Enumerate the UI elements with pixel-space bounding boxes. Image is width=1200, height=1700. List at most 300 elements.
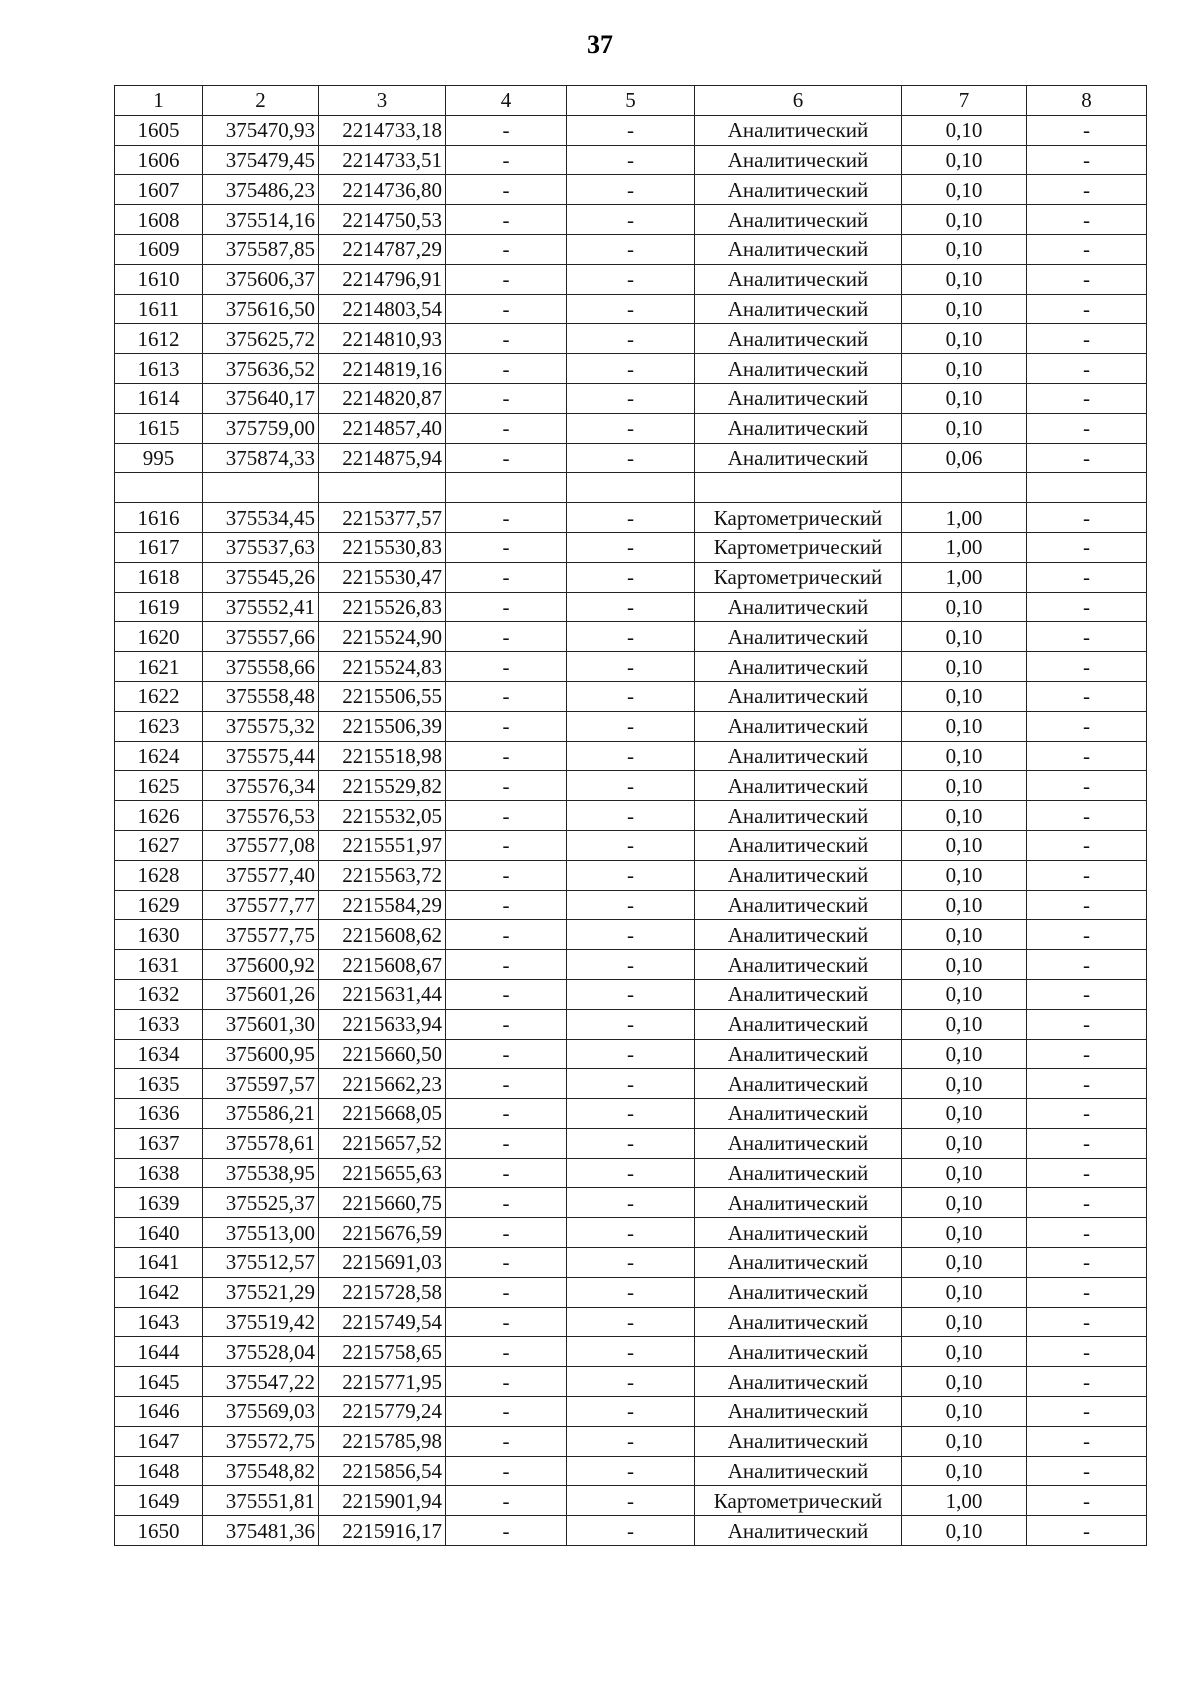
- accuracy-cell: 0,10: [902, 681, 1027, 711]
- y-coordinate-cell: 2215551,97: [319, 830, 446, 860]
- column-header: 4: [446, 86, 567, 116]
- method-cell: Аналитический: [695, 592, 902, 622]
- x-coordinate-cell: 375479,45: [203, 145, 319, 175]
- col4-value-cell: -: [446, 920, 567, 950]
- table-row: [115, 920, 1147, 950]
- method-cell: Картометрический: [695, 1486, 902, 1516]
- col8-value-cell: -: [1027, 890, 1147, 920]
- point-number-cell: 1620: [115, 622, 203, 652]
- point-number-cell: 1613: [115, 354, 203, 384]
- table-row: [115, 294, 1147, 324]
- col8-value-cell: -: [1027, 1248, 1147, 1278]
- method-cell: Картометрический: [695, 532, 902, 562]
- y-coordinate-cell: 2215608,62: [319, 920, 446, 950]
- col4-value-cell: -: [446, 264, 567, 294]
- y-coordinate-cell: 2214787,29: [319, 234, 446, 264]
- x-coordinate-cell: 375575,32: [203, 711, 319, 741]
- x-coordinate-cell: 375606,37: [203, 264, 319, 294]
- col8-value-cell: -: [1027, 681, 1147, 711]
- accuracy-cell: 0,10: [902, 830, 1027, 860]
- y-coordinate-cell: 2215655,63: [319, 1158, 446, 1188]
- col8-value-cell: -: [1027, 1009, 1147, 1039]
- table-header-row: [115, 86, 1147, 116]
- table-row: [115, 950, 1147, 980]
- accuracy-cell: 0,10: [902, 1307, 1027, 1337]
- method-cell: Аналитический: [695, 950, 902, 980]
- table-body: [115, 115, 1147, 1545]
- method-cell: Аналитический: [695, 979, 902, 1009]
- table-row: [115, 413, 1147, 443]
- col4-value-cell: -: [446, 175, 567, 205]
- method-cell: Аналитический: [695, 1039, 902, 1069]
- col4-value-cell: -: [446, 681, 567, 711]
- page-number: 37: [587, 30, 613, 59]
- table-row: [115, 711, 1147, 741]
- col5-value-cell: -: [567, 979, 695, 1009]
- col4-value-cell: -: [446, 1009, 567, 1039]
- table-row: [115, 1307, 1147, 1337]
- table-row: [115, 1128, 1147, 1158]
- accuracy-cell: 0,06: [902, 443, 1027, 473]
- accuracy-cell: 0,10: [902, 622, 1027, 652]
- x-coordinate-cell: 375525,37: [203, 1188, 319, 1218]
- point-number-cell: 1638: [115, 1158, 203, 1188]
- point-number-cell: 1647: [115, 1426, 203, 1456]
- col8-value-cell: -: [1027, 1128, 1147, 1158]
- col8-value-cell: -: [1027, 503, 1147, 533]
- col5-value-cell: -: [567, 1128, 695, 1158]
- col4-value-cell: -: [446, 1128, 567, 1158]
- table-row: [115, 979, 1147, 1009]
- method-cell: Аналитический: [695, 1158, 902, 1188]
- col5-value-cell: -: [567, 264, 695, 294]
- accuracy-cell: 0,10: [902, 950, 1027, 980]
- y-coordinate-cell: 2215530,83: [319, 532, 446, 562]
- col5-value-cell: -: [567, 503, 695, 533]
- accuracy-cell: 1,00: [902, 1486, 1027, 1516]
- col5-value-cell: -: [567, 920, 695, 950]
- y-coordinate-cell: 2215785,98: [319, 1426, 446, 1456]
- col8-value-cell: -: [1027, 1307, 1147, 1337]
- accuracy-cell: 1,00: [902, 503, 1027, 533]
- accuracy-cell: 0,10: [902, 354, 1027, 384]
- col4-value-cell: -: [446, 1039, 567, 1069]
- x-coordinate-cell: 375512,57: [203, 1248, 319, 1278]
- x-coordinate-cell: 375486,23: [203, 175, 319, 205]
- x-coordinate-cell: 375538,95: [203, 1158, 319, 1188]
- col4-value-cell: -: [446, 1516, 567, 1546]
- col8-value-cell: -: [1027, 1397, 1147, 1427]
- table-row: [115, 443, 1147, 473]
- method-cell: Аналитический: [695, 622, 902, 652]
- y-coordinate-cell: 2214857,40: [319, 413, 446, 443]
- point-number-cell: 1646: [115, 1397, 203, 1427]
- point-number-cell: 1615: [115, 413, 203, 443]
- col4-value-cell: -: [446, 383, 567, 413]
- col4-value-cell: -: [446, 771, 567, 801]
- col5-value-cell: -: [567, 681, 695, 711]
- col5-value-cell: -: [567, 1337, 695, 1367]
- col5-value-cell: -: [567, 1456, 695, 1486]
- accuracy-cell: 0,10: [902, 264, 1027, 294]
- col5-value-cell: -: [567, 324, 695, 354]
- table-row: [115, 1158, 1147, 1188]
- point-number-cell: 1637: [115, 1128, 203, 1158]
- col5-value-cell: -: [567, 801, 695, 831]
- point-number-cell: 1610: [115, 264, 203, 294]
- coordinates-table: [114, 85, 1147, 1546]
- x-coordinate-cell: 375528,04: [203, 1337, 319, 1367]
- table-row: [115, 383, 1147, 413]
- col5-value-cell: -: [567, 860, 695, 890]
- col4-value-cell: -: [446, 652, 567, 682]
- col8-value-cell: -: [1027, 1099, 1147, 1129]
- point-number-cell: 1650: [115, 1516, 203, 1546]
- point-number-cell: 1643: [115, 1307, 203, 1337]
- col4-value-cell: -: [446, 830, 567, 860]
- y-coordinate-cell: 2214820,87: [319, 383, 446, 413]
- point-number-cell: 1630: [115, 920, 203, 950]
- col4-value-cell: -: [446, 801, 567, 831]
- table-row: [115, 324, 1147, 354]
- col5-value-cell: -: [567, 1009, 695, 1039]
- x-coordinate-cell: 375636,52: [203, 354, 319, 384]
- col5-value-cell: [567, 473, 695, 503]
- method-cell: Аналитический: [695, 234, 902, 264]
- accuracy-cell: 0,10: [902, 1158, 1027, 1188]
- y-coordinate-cell: 2215524,83: [319, 652, 446, 682]
- table-row: [115, 1277, 1147, 1307]
- col4-value-cell: -: [446, 711, 567, 741]
- table-row: [115, 771, 1147, 801]
- col4-value-cell: -: [446, 1069, 567, 1099]
- accuracy-cell: 0,10: [902, 860, 1027, 890]
- y-coordinate-cell: 2215728,58: [319, 1277, 446, 1307]
- accuracy-cell: 0,10: [902, 1218, 1027, 1248]
- col8-value-cell: -: [1027, 1456, 1147, 1486]
- x-coordinate-cell: 375600,92: [203, 950, 319, 980]
- col5-value-cell: -: [567, 205, 695, 235]
- method-cell: Картометрический: [695, 562, 902, 592]
- col8-value-cell: -: [1027, 175, 1147, 205]
- x-coordinate-cell: 375575,44: [203, 741, 319, 771]
- x-coordinate-cell: 375513,00: [203, 1218, 319, 1248]
- col4-value-cell: -: [446, 115, 567, 145]
- y-coordinate-cell: 2215749,54: [319, 1307, 446, 1337]
- x-coordinate-cell: 375514,16: [203, 205, 319, 235]
- accuracy-cell: 0,10: [902, 1188, 1027, 1218]
- col8-value-cell: -: [1027, 1486, 1147, 1516]
- point-number-cell: 1616: [115, 503, 203, 533]
- method-cell: Аналитический: [695, 1128, 902, 1158]
- col5-value-cell: -: [567, 890, 695, 920]
- col8-value-cell: -: [1027, 1367, 1147, 1397]
- col4-value-cell: -: [446, 592, 567, 622]
- point-number-cell: 1626: [115, 801, 203, 831]
- x-coordinate-cell: 375600,95: [203, 1039, 319, 1069]
- y-coordinate-cell: 2215779,24: [319, 1397, 446, 1427]
- col8-value-cell: -: [1027, 383, 1147, 413]
- point-number-cell: 1649: [115, 1486, 203, 1516]
- col4-value-cell: [446, 473, 567, 503]
- col5-value-cell: -: [567, 1248, 695, 1278]
- point-number-cell: 1640: [115, 1218, 203, 1248]
- y-coordinate-cell: 2214803,54: [319, 294, 446, 324]
- table-row: [115, 264, 1147, 294]
- x-coordinate-cell: 375551,81: [203, 1486, 319, 1516]
- point-number-cell: 1636: [115, 1099, 203, 1129]
- y-coordinate-cell: 2215758,65: [319, 1337, 446, 1367]
- col8-value-cell: -: [1027, 741, 1147, 771]
- accuracy-cell: 0,10: [902, 413, 1027, 443]
- method-cell: Аналитический: [695, 830, 902, 860]
- col8-value-cell: -: [1027, 1516, 1147, 1546]
- col8-value-cell: -: [1027, 860, 1147, 890]
- point-number-cell: 1612: [115, 324, 203, 354]
- col4-value-cell: -: [446, 234, 567, 264]
- x-coordinate-cell: 375558,66: [203, 652, 319, 682]
- col5-value-cell: -: [567, 1486, 695, 1516]
- method-cell: Аналитический: [695, 860, 902, 890]
- col4-value-cell: -: [446, 1248, 567, 1278]
- col8-value-cell: -: [1027, 652, 1147, 682]
- y-coordinate-cell: 2215518,98: [319, 741, 446, 771]
- method-cell: Аналитический: [695, 1456, 902, 1486]
- y-coordinate-cell: 2215662,23: [319, 1069, 446, 1099]
- table-row: [115, 1426, 1147, 1456]
- x-coordinate-cell: 375597,57: [203, 1069, 319, 1099]
- point-number-cell: 1618: [115, 562, 203, 592]
- accuracy-cell: 0,10: [902, 1128, 1027, 1158]
- col4-value-cell: -: [446, 294, 567, 324]
- x-coordinate-cell: [203, 473, 319, 503]
- table-row: [115, 1099, 1147, 1129]
- y-coordinate-cell: 2214736,80: [319, 175, 446, 205]
- col5-value-cell: -: [567, 1069, 695, 1099]
- table-row: [115, 1516, 1147, 1546]
- col5-value-cell: -: [567, 771, 695, 801]
- x-coordinate-cell: 375625,72: [203, 324, 319, 354]
- x-coordinate-cell: 375577,08: [203, 830, 319, 860]
- col8-value-cell: -: [1027, 145, 1147, 175]
- col5-value-cell: -: [567, 443, 695, 473]
- col4-value-cell: -: [446, 622, 567, 652]
- y-coordinate-cell: 2215633,94: [319, 1009, 446, 1039]
- accuracy-cell: 0,10: [902, 1099, 1027, 1129]
- accuracy-cell: 0,10: [902, 1426, 1027, 1456]
- x-coordinate-cell: 375545,26: [203, 562, 319, 592]
- x-coordinate-cell: 375586,21: [203, 1099, 319, 1129]
- col5-value-cell: -: [567, 1158, 695, 1188]
- col8-value-cell: -: [1027, 1069, 1147, 1099]
- point-number-cell: 1634: [115, 1039, 203, 1069]
- x-coordinate-cell: 375601,30: [203, 1009, 319, 1039]
- col4-value-cell: -: [446, 1337, 567, 1367]
- y-coordinate-cell: 2215530,47: [319, 562, 446, 592]
- col4-value-cell: -: [446, 950, 567, 980]
- y-coordinate-cell: 2215506,39: [319, 711, 446, 741]
- accuracy-cell: 0,10: [902, 205, 1027, 235]
- column-header: 3: [319, 86, 446, 116]
- y-coordinate-cell: 2214733,18: [319, 115, 446, 145]
- table-row: [115, 354, 1147, 384]
- x-coordinate-cell: 375572,75: [203, 1426, 319, 1456]
- y-coordinate-cell: 2215691,03: [319, 1248, 446, 1278]
- point-number-cell: 1625: [115, 771, 203, 801]
- method-cell: Аналитический: [695, 175, 902, 205]
- col8-value-cell: -: [1027, 920, 1147, 950]
- method-cell: Аналитический: [695, 890, 902, 920]
- y-coordinate-cell: 2215660,50: [319, 1039, 446, 1069]
- y-coordinate-cell: 2215676,59: [319, 1218, 446, 1248]
- method-cell: Аналитический: [695, 1009, 902, 1039]
- point-number-cell: 1628: [115, 860, 203, 890]
- method-cell: Аналитический: [695, 264, 902, 294]
- col5-value-cell: -: [567, 532, 695, 562]
- method-cell: Аналитический: [695, 1367, 902, 1397]
- col8-value-cell: -: [1027, 324, 1147, 354]
- col8-value-cell: -: [1027, 294, 1147, 324]
- table-row: [115, 503, 1147, 533]
- y-coordinate-cell: 2214810,93: [319, 324, 446, 354]
- col8-value-cell: -: [1027, 979, 1147, 1009]
- col8-value-cell: -: [1027, 1426, 1147, 1456]
- accuracy-cell: 0,10: [902, 771, 1027, 801]
- table-row: [115, 1367, 1147, 1397]
- accuracy-cell: 0,10: [902, 1069, 1027, 1099]
- col5-value-cell: -: [567, 741, 695, 771]
- accuracy-cell: 0,10: [902, 1039, 1027, 1069]
- method-cell: Аналитический: [695, 1277, 902, 1307]
- col5-value-cell: -: [567, 115, 695, 145]
- col8-value-cell: -: [1027, 115, 1147, 145]
- col8-value-cell: -: [1027, 205, 1147, 235]
- point-number-cell: 1605: [115, 115, 203, 145]
- col4-value-cell: -: [446, 979, 567, 1009]
- method-cell: Аналитический: [695, 1248, 902, 1278]
- x-coordinate-cell: 375576,53: [203, 801, 319, 831]
- x-coordinate-cell: 375557,66: [203, 622, 319, 652]
- y-coordinate-cell: 2215631,44: [319, 979, 446, 1009]
- col5-value-cell: -: [567, 950, 695, 980]
- method-cell: Аналитический: [695, 1426, 902, 1456]
- y-coordinate-cell: 2214733,51: [319, 145, 446, 175]
- point-number-cell: 1631: [115, 950, 203, 980]
- y-coordinate-cell: 2215608,67: [319, 950, 446, 980]
- point-number-cell: 1607: [115, 175, 203, 205]
- col4-value-cell: -: [446, 503, 567, 533]
- col8-value-cell: -: [1027, 1188, 1147, 1218]
- col4-value-cell: -: [446, 741, 567, 771]
- y-coordinate-cell: 2215532,05: [319, 801, 446, 831]
- col5-value-cell: -: [567, 562, 695, 592]
- accuracy-cell: 0,10: [902, 1277, 1027, 1307]
- point-number-cell: 1617: [115, 532, 203, 562]
- accuracy-cell: 0,10: [902, 324, 1027, 354]
- point-number-cell: 1614: [115, 383, 203, 413]
- column-header: 1: [115, 86, 203, 116]
- col5-value-cell: -: [567, 145, 695, 175]
- accuracy-cell: 1,00: [902, 532, 1027, 562]
- method-cell: Аналитический: [695, 383, 902, 413]
- accuracy-cell: 0,10: [902, 145, 1027, 175]
- point-number-cell: 1624: [115, 741, 203, 771]
- table-row: [115, 830, 1147, 860]
- method-cell: Аналитический: [695, 354, 902, 384]
- table-row: [115, 473, 1147, 503]
- point-number-cell: 1629: [115, 890, 203, 920]
- col4-value-cell: -: [446, 860, 567, 890]
- x-coordinate-cell: 375601,26: [203, 979, 319, 1009]
- col5-value-cell: -: [567, 592, 695, 622]
- accuracy-cell: 0,10: [902, 1248, 1027, 1278]
- point-number-cell: 1644: [115, 1337, 203, 1367]
- col4-value-cell: -: [446, 1426, 567, 1456]
- table-row: [115, 1188, 1147, 1218]
- table-row: [115, 652, 1147, 682]
- col5-value-cell: -: [567, 1307, 695, 1337]
- point-number-cell: 1641: [115, 1248, 203, 1278]
- point-number-cell: 1619: [115, 592, 203, 622]
- col4-value-cell: -: [446, 1099, 567, 1129]
- point-number-cell: 1632: [115, 979, 203, 1009]
- y-coordinate-cell: 2215771,95: [319, 1367, 446, 1397]
- x-coordinate-cell: 375534,45: [203, 503, 319, 533]
- col4-value-cell: -: [446, 145, 567, 175]
- column-header: 6: [695, 86, 902, 116]
- col8-value-cell: -: [1027, 532, 1147, 562]
- method-cell: Аналитический: [695, 711, 902, 741]
- table-row: [115, 890, 1147, 920]
- method-cell: Аналитический: [695, 145, 902, 175]
- column-header: 8: [1027, 86, 1147, 116]
- col4-value-cell: -: [446, 562, 567, 592]
- column-header: 5: [567, 86, 695, 116]
- col8-value-cell: -: [1027, 801, 1147, 831]
- point-number-cell: 1639: [115, 1188, 203, 1218]
- y-coordinate-cell: 2214875,94: [319, 443, 446, 473]
- x-coordinate-cell: 375616,50: [203, 294, 319, 324]
- method-cell: Аналитический: [695, 324, 902, 354]
- point-number-cell: 1635: [115, 1069, 203, 1099]
- accuracy-cell: 0,10: [902, 920, 1027, 950]
- col5-value-cell: -: [567, 622, 695, 652]
- point-number-cell: 1622: [115, 681, 203, 711]
- method-cell: Аналитический: [695, 920, 902, 950]
- method-cell: Аналитический: [695, 413, 902, 443]
- y-coordinate-cell: 2215657,52: [319, 1128, 446, 1158]
- point-number-cell: 1623: [115, 711, 203, 741]
- x-coordinate-cell: 375578,61: [203, 1128, 319, 1158]
- col8-value-cell: -: [1027, 1277, 1147, 1307]
- col8-value-cell: -: [1027, 413, 1147, 443]
- point-number-cell: 1633: [115, 1009, 203, 1039]
- col8-value-cell: -: [1027, 1158, 1147, 1188]
- x-coordinate-cell: 375874,33: [203, 443, 319, 473]
- accuracy-cell: 1,00: [902, 562, 1027, 592]
- table-row: [115, 741, 1147, 771]
- x-coordinate-cell: 375547,22: [203, 1367, 319, 1397]
- table-row: [115, 145, 1147, 175]
- y-coordinate-cell: 2215529,82: [319, 771, 446, 801]
- col4-value-cell: -: [446, 1486, 567, 1516]
- accuracy-cell: 0,10: [902, 383, 1027, 413]
- col5-value-cell: -: [567, 830, 695, 860]
- method-cell: Аналитический: [695, 652, 902, 682]
- col4-value-cell: -: [446, 1277, 567, 1307]
- accuracy-cell: 0,10: [902, 801, 1027, 831]
- x-coordinate-cell: 375548,82: [203, 1456, 319, 1486]
